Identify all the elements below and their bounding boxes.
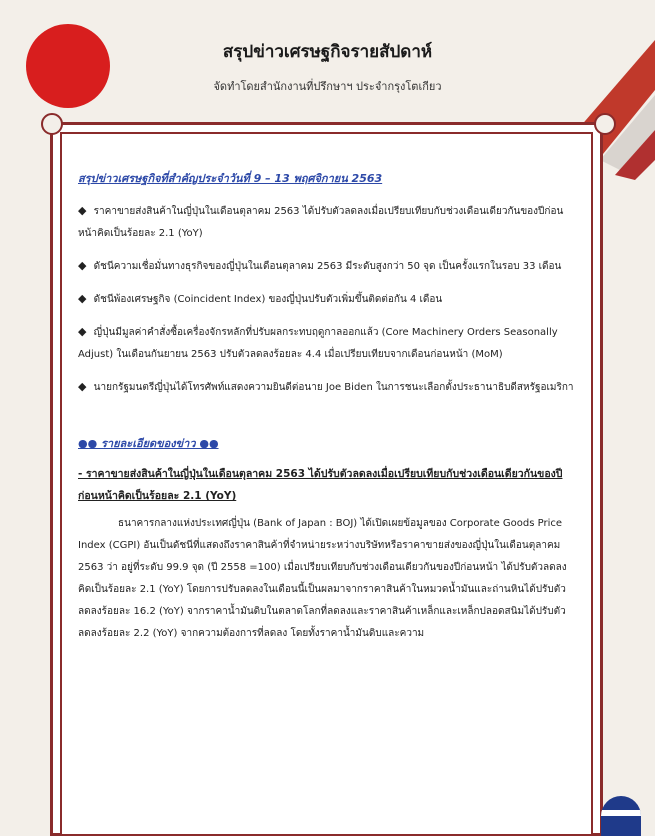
story-title: - ราคาขายส่งสินค้าในญี่ปุ่นในเดือนตุลาคม 2563 ได้ปรับตัวลดลงเมื่อเปรียบเทียบกับช่วงเดือนเดียวกันของปีก่อนหน้าคิดเป็นร้อยละ 2.1 (YoY) (78, 468, 563, 502)
document-header (0, 38, 655, 95)
summary-heading: สรุปข่าวเศรษฐกิจที่สำคัญประจำวันที่ 9 – 13 พฤศจิกายน 2563 (78, 172, 383, 185)
summary-bullet (78, 288, 578, 311)
summary-bullet-text: ดัชนีพ้องเศรษฐกิจ (Coincident Index) ของญี่ปุ่นปรับตัวเพิ่มขึ้นติดต่อกัน 4 เดือน (93, 294, 443, 305)
frame-corner (594, 113, 616, 135)
diamond-icon: ◆ (78, 259, 87, 272)
summary-bullet-text: ดัชนีความเชื่อมั่นทางธุรกิจของญี่ปุ่นในเดือนตุลาคม 2563 มีระดับสูงกว่า 50 จุด เป็นครั้งแรกในรอบ 33 เดือน (93, 261, 562, 272)
summary-bullet (78, 200, 578, 245)
globe-decoration (601, 796, 641, 836)
summary-bullet-text: นายกรัฐมนตรีญี่ปุ่นได้โทรศัพท์แสดงความยินดีต่อนาย Joe Biden ในการชนะเลือกตั้งประธานาธิบดีสหรัฐอเมริกา (93, 382, 574, 393)
summary-bullet (78, 321, 578, 366)
diamond-icon: ◆ (78, 204, 87, 217)
diamond-icon: ◆ (78, 325, 87, 338)
page-subtitle: จัดทำโดยสำนักงานที่ปรึกษาฯ ประจำกรุงโตเกียว (213, 80, 442, 93)
document-body (78, 168, 578, 645)
frame-corner (41, 113, 63, 135)
summary-bullet (78, 376, 578, 399)
page-title: สรุปข่าวเศรษฐกิจรายสัปดาห์ (222, 42, 433, 62)
summary-bullet-text: ญี่ปุ่นมีมูลค่าคำสั่งซื้อเครื่องจักรหลักที่ปรับผลกระทบฤดูกาลออกแล้ว (Core Machinery Orders Seasonally Adjust) ในเดือนกันยายน 2563 ปรับตัวลดลงร้อยละ 4.4 เมื่อเปรียบเทียบจากเดือนก่อนหน้า (MoM) (78, 327, 558, 360)
story-paragraph: ธนาคารกลางแห่งประเทศญี่ปุ่น (Bank of Japan : BOJ) ได้เปิดเผยข้อมูลของ Corporate Goods Price Index (CGPI) อันเป็นดัชนีที่แสดงถึงราคาสินค้าที่จำหน่ายระหว่างบริษัทหรือราคาขายส่งของญี่ปุ่นในเดือนตุลาคม 2563 ว่า อยู่ที่ระดับ 99.9 จุด (ปี 2558 =100) เมื่อเปรียบเทียบกับช่วงเดือนเดียวกันของปีก่อนหน้า ได้ปรับตัวลดลงคิดเป็นร้อยละ 2.1 (YoY) โดยการปรับลดลงในเดือนนี้เป็นผลมาจากราคาสินค้าในหมวดน้ำมันและถ่านหินได้ปรับตัวลดลงร้อยละ 16.2 (YoY) จากราคาน้ำมันดิบในตลาดโลกที่ลดลงและราคาสินค้าเหล็กและเหล็กปลอดสนิมได้ปรับตัวลดลงร้อยละ 2.2 (YoY) จากความต้องการที่ลดลง โดยทั้งราคาน้ำมันดิบและความ (78, 518, 567, 639)
diamond-icon: ◆ (78, 292, 87, 305)
summary-bullet (78, 255, 578, 278)
summary-bullet-text: ราคาขายส่งสินค้าในญี่ปุ่นในเดือนตุลาคม 2563 ได้ปรับตัวลดลงเมื่อเปรียบเทียบกับช่วงเดือนเดียวกันของปีก่อนหน้าคิดเป็นร้อยละ 2.1 (YoY) (78, 206, 564, 239)
diamond-icon: ◆ (78, 380, 87, 393)
details-heading: ●● รายละเอียดของข่าว ●● (78, 437, 219, 450)
globe-band (601, 810, 641, 816)
